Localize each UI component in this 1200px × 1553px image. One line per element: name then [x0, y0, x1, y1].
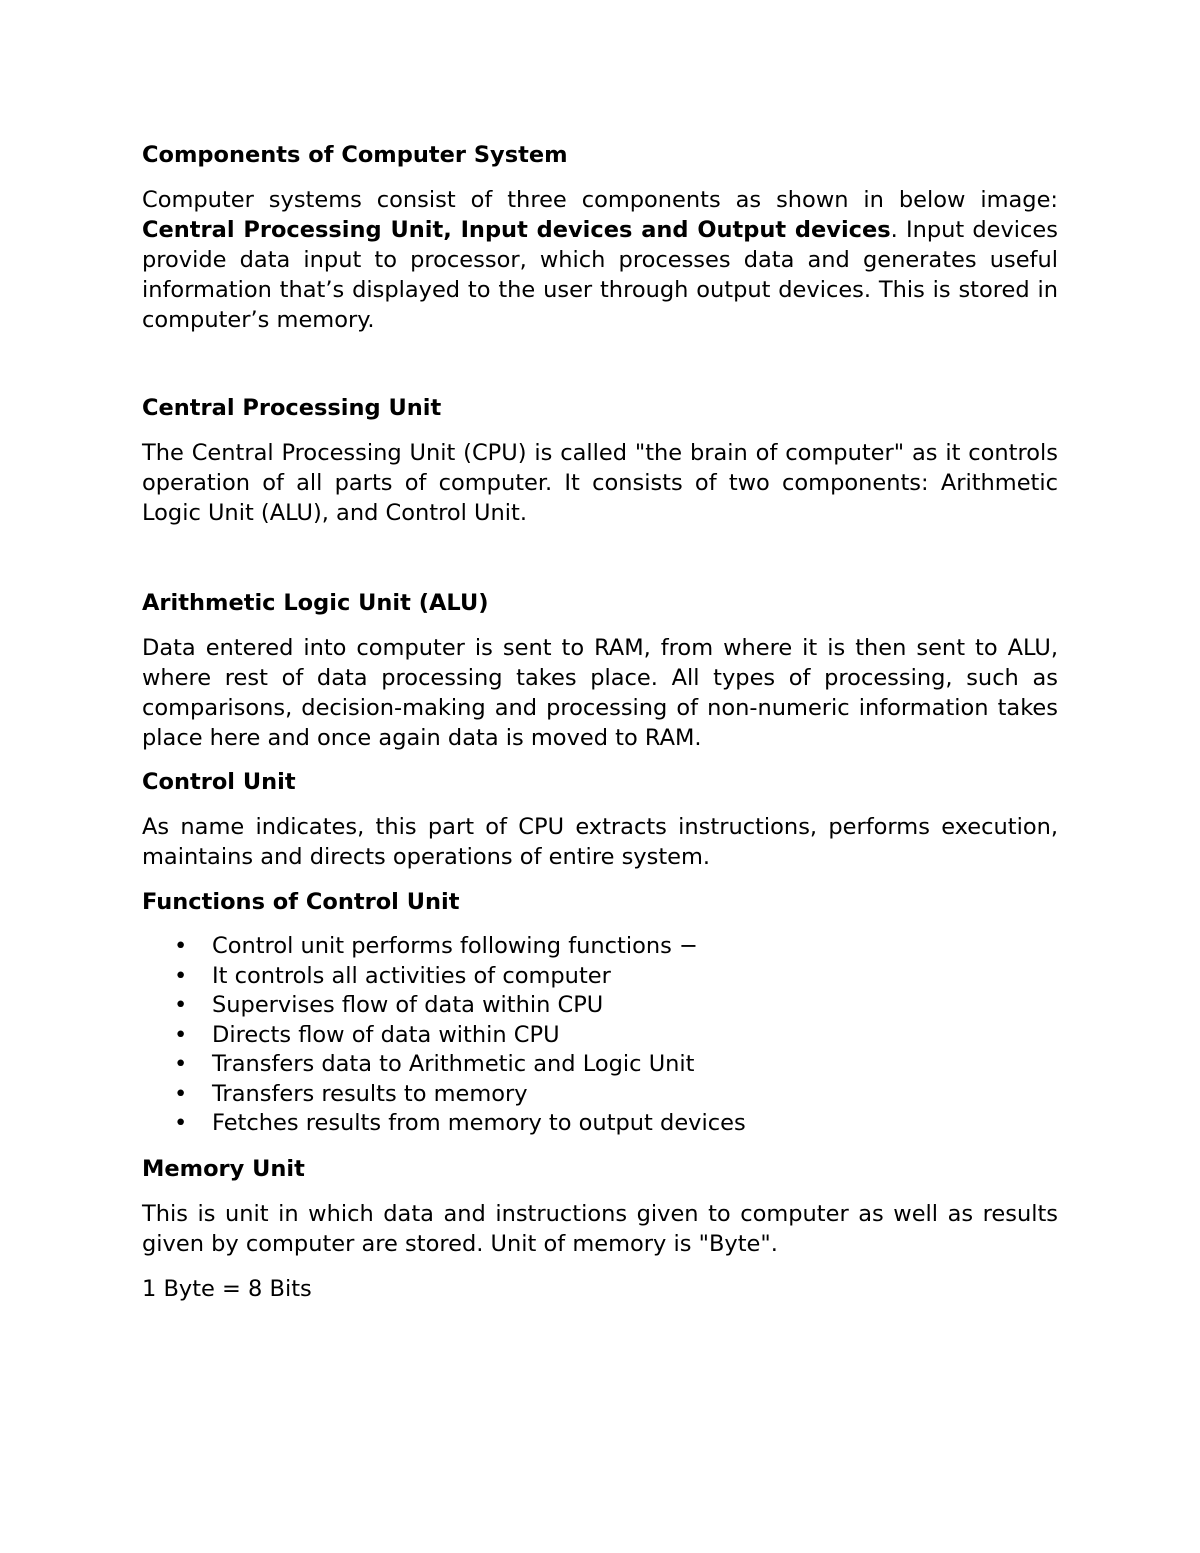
list-item-text: Control unit performs following functions −: [212, 933, 698, 959]
list-item-text: It controls all activities of computer: [212, 962, 611, 989]
heading-functions: Functions of Control Unit: [142, 889, 460, 915]
list-item: [142, 962, 1058, 992]
list-item: [142, 1080, 1058, 1110]
paragraph-components-start: Computer systems consist of three components as shown in below image:: [142, 187, 1058, 213]
memory-equation: 1 Byte = 8 Bits: [142, 1276, 312, 1302]
list-item: [142, 1109, 1058, 1139]
list-item: [142, 1021, 1058, 1051]
bullet: •: [174, 1051, 188, 1077]
heading-alu: Arithmetic Logic Unit (ALU): [142, 590, 489, 616]
heading-control-unit: Control Unit: [142, 769, 296, 795]
bullet: •: [174, 1080, 188, 1107]
list-item: [142, 991, 1058, 1021]
paragraph-components: [142, 185, 1058, 335]
list-item-text: Transfers results to memory: [212, 1080, 528, 1107]
heading-memory-unit: Memory Unit: [142, 1156, 305, 1182]
list-item-text: Supervises flow of data within CPU: [212, 992, 604, 1018]
functions-list: [142, 932, 1058, 1139]
bullet: •: [174, 962, 188, 989]
paragraph-control-unit: As name indicates, this part of CPU extracts instructions, performs execution, maintains and directs operations of entire system.: [142, 814, 1058, 870]
list-item-text: Directs flow of data within CPU: [212, 1021, 560, 1048]
list-item: [142, 1050, 1058, 1080]
paragraph-components-bold: Central Processing Unit, Input devices and Output devices: [142, 217, 891, 243]
bullet: •: [174, 992, 188, 1018]
heading-components: Components of Computer System: [142, 142, 568, 168]
list-item: [142, 932, 1058, 962]
heading-cpu: Central Processing Unit: [142, 395, 442, 421]
bullet: •: [174, 1021, 188, 1048]
bullet: •: [174, 1110, 188, 1136]
paragraph-alu: Data entered into computer is sent to RAM, from where it is then sent to ALU, where rest of data processing takes place. All types of processing, such as comparisons, decision-making and processing of non-numeric information takes place here and once again data is moved to RAM.: [142, 635, 1058, 751]
paragraph-memory-unit: This is unit in which data and instructions given to computer as well as results given by computer are stored. Unit of memory is "Byte".: [142, 1201, 1058, 1257]
paragraph-cpu: The Central Processing Unit (CPU) is called "the brain of computer" as it controls operation of all parts of computer. It consists of two components: Arithmetic Logic Unit (ALU), and Control Unit.: [142, 440, 1058, 526]
list-item-text: Fetches results from memory to output devices: [212, 1110, 746, 1136]
paragraph-components-end: . Input devices provide data input to processor, which processes data and generates useful information that’s displayed to the user through output devices. This is stored in computer’s memory.: [142, 217, 1058, 333]
bullet: •: [174, 933, 188, 959]
list-item-text: Transfers data to Arithmetic and Logic Unit: [212, 1051, 695, 1077]
